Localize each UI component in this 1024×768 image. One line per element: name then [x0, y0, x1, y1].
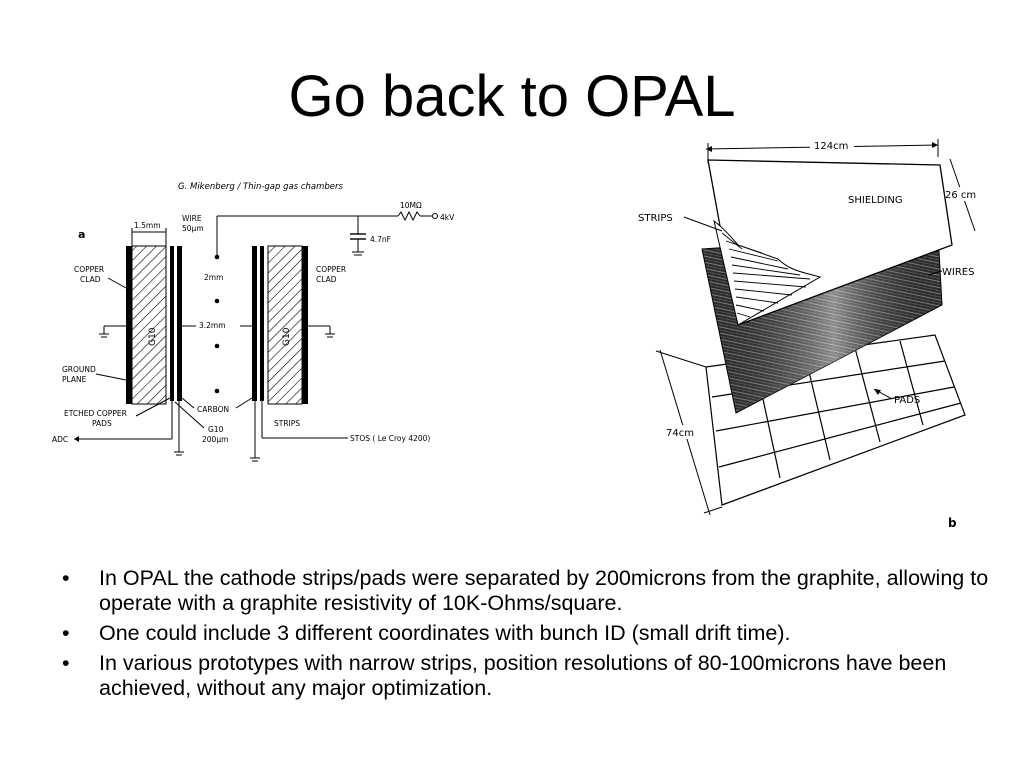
wire-dot — [215, 344, 220, 349]
bullet-text: One could include 3 different coordinates with bunch ID (small drift time). — [99, 621, 791, 645]
label-carbon: CARBON — [197, 405, 230, 414]
label-pitch: 2mm — [204, 273, 224, 282]
label-wires: WIRES — [942, 267, 975, 278]
bullet-text: In OPAL the cathode strips/pads were separated by 200microns from the graphite, allowing to operate with a graphite resistivity of 10K-Ohms/square. — [99, 566, 989, 615]
label-readout: STOS ( Le Croy 4200) — [350, 434, 431, 443]
label-ground-plane-2: PLANE — [62, 375, 87, 384]
label-wire-diameter: 50μm — [182, 224, 204, 233]
slide-title: Go back to OPAL — [288, 64, 736, 129]
right-g10-plate — [268, 246, 302, 404]
right-graphite-layer — [252, 246, 257, 401]
label-copper-clad-left-2: CLAD — [80, 275, 101, 284]
bullet-item — [62, 621, 992, 646]
figure-a-panel-label: a — [78, 228, 86, 241]
label-length: 74cm — [666, 428, 694, 439]
right-copper-clad — [302, 246, 308, 404]
label-height: 26 cm — [945, 190, 977, 201]
bullet-item — [62, 566, 992, 616]
label-etched-pads-1: ETCHED COPPER — [64, 409, 127, 418]
bullet-marker: • — [62, 621, 70, 645]
label-g10-right: G10 — [282, 327, 292, 346]
label-width: 124cm — [814, 141, 849, 152]
label-g10-left: G10 — [148, 327, 158, 346]
bullet-item — [62, 651, 992, 701]
label-gap: 3.2mm — [199, 321, 226, 330]
left-graphite-layer — [177, 246, 182, 401]
bullet-marker: • — [62, 651, 70, 675]
label-strips-b: STRIPS — [638, 213, 673, 224]
label-ground-plane-1: GROUND — [62, 365, 96, 374]
left-pad-layer — [170, 246, 174, 401]
label-capacitor: 4.7nF — [370, 235, 391, 244]
label-g10-thickness: 200μm — [202, 435, 229, 444]
figure-b-opal-chamber-schematic — [630, 135, 990, 535]
label-adc: ADC — [52, 435, 69, 444]
right-strip-layer — [260, 246, 264, 401]
label-copper-clad-right-2: CLAD — [316, 275, 337, 284]
figure-b-panel-label: b — [948, 516, 957, 530]
bullet-text: In various prototypes with narrow strips, position resolutions of 80-100microns have been achieved, without any major optimization. — [99, 651, 947, 700]
label-strips: STRIPS — [274, 419, 301, 428]
bullet-marker: • — [62, 566, 70, 590]
figure-a-header: G. Mikenberg / Thin-gap gas chambers — [178, 182, 343, 192]
label-wire: WIRE — [182, 214, 202, 223]
left-g10-plate — [132, 246, 166, 404]
wire-dot — [215, 299, 220, 304]
wire-dot — [215, 389, 220, 394]
label-pads: PADS — [894, 395, 921, 406]
label-copper-clad-right-1: COPPER — [316, 265, 347, 274]
label-etched-pads-2: PADS — [92, 419, 112, 428]
label-copper-clad-left-1: COPPER — [74, 265, 105, 274]
left-copper-clad — [126, 246, 132, 404]
bullet-list — [62, 566, 992, 706]
label-voltage: 4kV — [440, 213, 455, 222]
label-resistor: 10MΩ — [400, 201, 422, 210]
figure-a-chamber-cross-section — [48, 176, 468, 466]
label-thickness: 1.5mm — [134, 221, 161, 230]
label-g10-bottom: G10 — [208, 425, 224, 434]
label-shielding: SHIELDING — [848, 195, 903, 206]
